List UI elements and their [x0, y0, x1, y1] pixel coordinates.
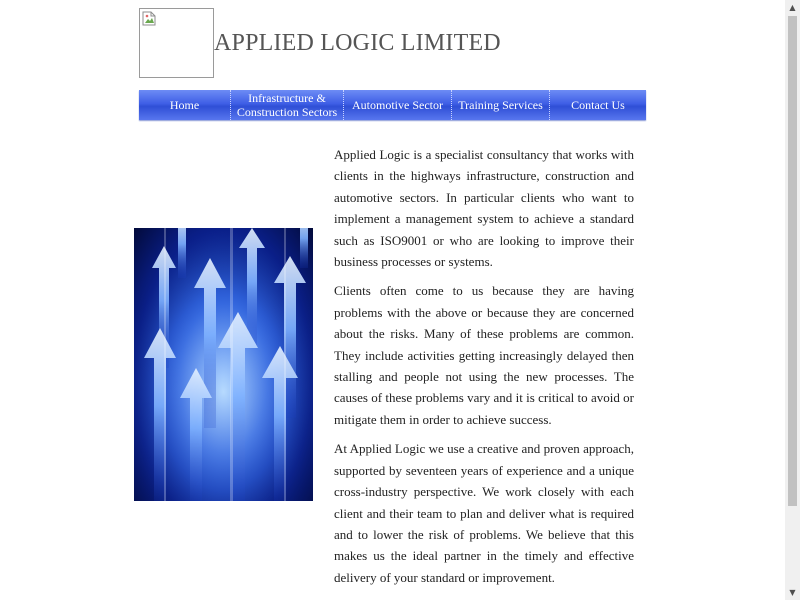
- nav-contact[interactable]: Contact Us: [571, 98, 625, 112]
- intro-content: [334, 144, 634, 596]
- main-nav: [139, 90, 646, 120]
- company-logo[interactable]: [139, 8, 214, 78]
- scroll-thumb[interactable]: [788, 16, 797, 506]
- broken-image-icon: [142, 11, 156, 26]
- intro-paragraph-3: At Applied Logic we use a creative and proven approach, supported by seventeen years of experience and a unique cross-industry perspective. We work closely with each client and their team to plan and deliver what is required and to lower the risk of problems. We believe that this makes us the ideal partner in the timely and effective delivery of your standard or improvement.: [334, 441, 634, 585]
- page-title: APPLIED LOGIC LIMITED: [214, 30, 501, 56]
- vertical-scrollbar[interactable]: [785, 0, 800, 600]
- scroll-down-icon[interactable]: ▼: [789, 588, 796, 597]
- arrows-graphic: [134, 228, 313, 501]
- nav-automotive[interactable]: Automotive Sector: [344, 90, 452, 120]
- nav-training[interactable]: Training Services: [452, 90, 550, 120]
- intro-paragraph-2: Clients often come to us because they are having problems with the above or because they are concerned about the risks. Many of these problems are common. They include activities getting increasingly delayed then stalling and people not using the new processes. The causes of these problems vary and it is critical to avoid or mitigate them in order to achieve success.: [334, 283, 634, 427]
- blue-arrows-image: [134, 228, 313, 501]
- intro-paragraph-1: Applied Logic is a specialist consultancy that works with clients in the highways infrastructure, construction and automotive sectors. In particular clients who want to implement a management system to achieve a standard such as ISO9001 or who are looking to improve their business processes or systems.: [334, 147, 634, 270]
- nav-infrastructure-construction[interactable]: Infrastructure & Construction Sectors: [231, 90, 344, 120]
- nav-home[interactable]: Home: [139, 90, 231, 120]
- scroll-up-icon[interactable]: ▲: [789, 3, 796, 12]
